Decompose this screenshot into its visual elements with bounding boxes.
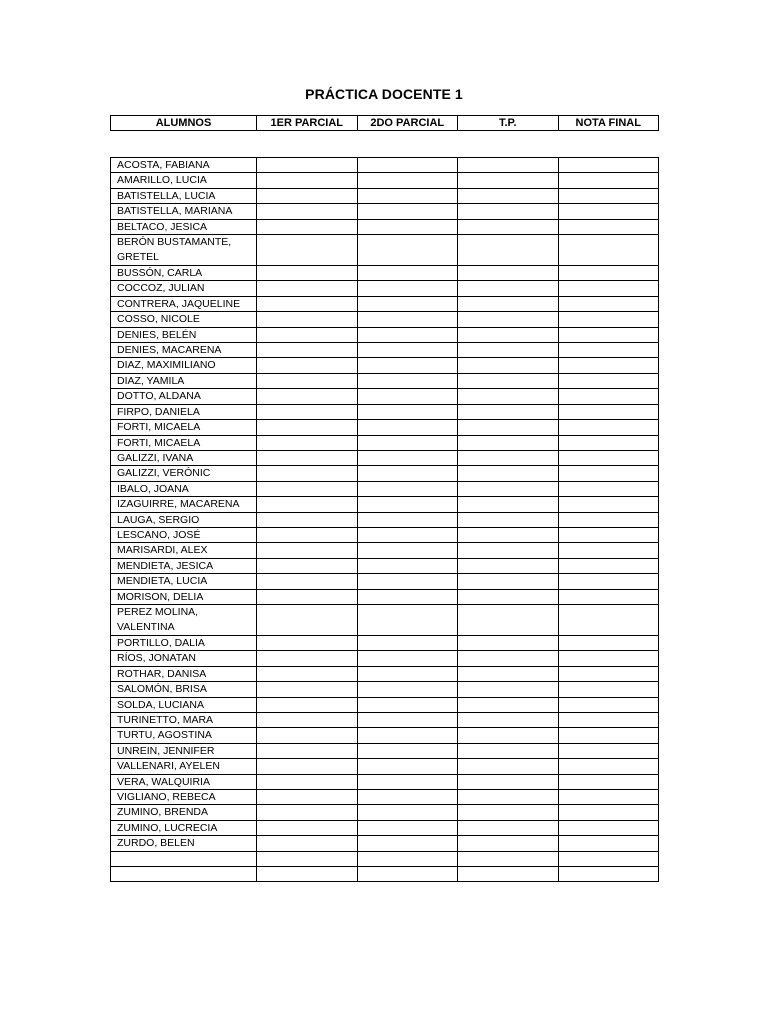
grade-tp-cell <box>458 466 559 481</box>
student-name-cell: FORTI, MICAELA <box>111 420 257 435</box>
grade-1er-parcial-cell <box>257 820 358 835</box>
student-name-cell: IZAGUIRRE, MACARENA <box>111 497 257 512</box>
student-name-cell: MENDIETA, JESICA <box>111 558 257 573</box>
student-row <box>111 851 659 866</box>
grade-nota-final-cell <box>558 574 659 589</box>
grade-2do-parcial-cell <box>357 527 458 542</box>
student-row <box>111 281 659 296</box>
grade-nota-final-cell <box>558 527 659 542</box>
grade-2do-parcial-cell <box>357 713 458 728</box>
grade-tp-cell <box>458 713 559 728</box>
student-name-cell <box>111 851 257 866</box>
grade-nota-final-cell <box>558 266 659 281</box>
grade-tp-cell <box>458 296 559 311</box>
student-name-cell: SOLDA, LUCIANA <box>111 697 257 712</box>
grade-nota-final-cell <box>558 173 659 188</box>
grade-tp-cell <box>458 574 559 589</box>
grade-2do-parcial-cell <box>357 774 458 789</box>
student-name-cell: COCCOZ, JULIAN <box>111 281 257 296</box>
grade-tp-cell <box>458 604 559 635</box>
grade-2do-parcial-cell <box>357 635 458 650</box>
student-name-cell: COSSO, NICOLE <box>111 312 257 327</box>
grade-tp-cell <box>458 327 559 342</box>
student-row <box>111 713 659 728</box>
student-name-cell: BATISTELLA, MARIANA <box>111 204 257 219</box>
grade-tp-cell <box>458 527 559 542</box>
student-name-cell: GALIZZI, IVANA <box>111 450 257 465</box>
grade-nota-final-cell <box>558 404 659 419</box>
grade-2do-parcial-cell <box>357 158 458 173</box>
grade-1er-parcial-cell <box>257 697 358 712</box>
grade-nota-final-cell <box>558 327 659 342</box>
student-name-cell: DIAZ, YAMILA <box>111 373 257 388</box>
grade-nota-final-cell <box>558 481 659 496</box>
grade-tp-cell <box>458 420 559 435</box>
grade-2do-parcial-cell <box>357 327 458 342</box>
grade-2do-parcial-cell <box>357 358 458 373</box>
grade-nota-final-cell <box>558 820 659 835</box>
header-2do-parcial: 2DO PARCIAL <box>357 116 458 131</box>
grade-tp-cell <box>458 836 559 851</box>
grade-nota-final-cell <box>558 774 659 789</box>
grade-1er-parcial-cell <box>257 651 358 666</box>
student-name-cell: MENDIETA, LUCIA <box>111 574 257 589</box>
grades-header-table <box>110 115 659 131</box>
student-name-cell: ZURDO, BELEN <box>111 836 257 851</box>
grade-tp-cell <box>458 682 559 697</box>
grade-2do-parcial-cell <box>357 266 458 281</box>
grade-tp-cell <box>458 173 559 188</box>
grade-1er-parcial-cell <box>257 404 358 419</box>
grade-tp-cell <box>458 635 559 650</box>
grade-nota-final-cell <box>558 836 659 851</box>
grade-1er-parcial-cell <box>257 527 358 542</box>
student-name-cell: IBALO, JOANA <box>111 481 257 496</box>
grade-1er-parcial-cell <box>257 204 358 219</box>
student-name-cell: TURINETTO, MARA <box>111 713 257 728</box>
grade-1er-parcial-cell <box>257 682 358 697</box>
student-name-cell: AMARILLO, LUCIA <box>111 173 257 188</box>
grade-2do-parcial-cell <box>357 820 458 835</box>
grade-tp-cell <box>458 774 559 789</box>
grade-1er-parcial-cell <box>257 435 358 450</box>
students-body <box>111 158 659 882</box>
grade-tp-cell <box>458 867 559 882</box>
student-row <box>111 358 659 373</box>
student-row <box>111 158 659 173</box>
grade-tp-cell <box>458 158 559 173</box>
students-grades-table <box>110 157 659 882</box>
student-row <box>111 512 659 527</box>
grade-tp-cell <box>458 851 559 866</box>
grade-1er-parcial-cell <box>257 481 358 496</box>
grade-2do-parcial-cell <box>357 235 458 266</box>
student-name-cell: VIGLIANO, REBECA <box>111 790 257 805</box>
grade-1er-parcial-cell <box>257 836 358 851</box>
grade-2do-parcial-cell <box>357 558 458 573</box>
student-row <box>111 635 659 650</box>
grade-tp-cell <box>458 373 559 388</box>
grade-2do-parcial-cell <box>357 759 458 774</box>
student-row <box>111 867 659 882</box>
grade-1er-parcial-cell <box>257 635 358 650</box>
grade-tp-cell <box>458 666 559 681</box>
grade-nota-final-cell <box>558 713 659 728</box>
grade-1er-parcial-cell <box>257 327 358 342</box>
grade-nota-final-cell <box>558 466 659 481</box>
grade-2do-parcial-cell <box>357 404 458 419</box>
student-name-cell: LESCANO, JOSÉ <box>111 527 257 542</box>
grade-nota-final-cell <box>558 219 659 234</box>
grade-nota-final-cell <box>558 743 659 758</box>
grade-nota-final-cell <box>558 281 659 296</box>
grade-nota-final-cell <box>558 358 659 373</box>
grade-tp-cell <box>458 543 559 558</box>
grade-nota-final-cell <box>558 450 659 465</box>
student-row <box>111 682 659 697</box>
grade-1er-parcial-cell <box>257 450 358 465</box>
student-name-cell: UNREIN, JENNIFER <box>111 743 257 758</box>
student-row <box>111 420 659 435</box>
grade-1er-parcial-cell <box>257 219 358 234</box>
grade-2do-parcial-cell <box>357 697 458 712</box>
student-name-cell: DOTTO, ALDANA <box>111 389 257 404</box>
student-row <box>111 466 659 481</box>
student-row <box>111 404 659 419</box>
student-row <box>111 820 659 835</box>
student-row <box>111 666 659 681</box>
student-row <box>111 235 659 266</box>
grade-2do-parcial-cell <box>357 604 458 635</box>
student-name-cell: LAUGA, SERGIO <box>111 512 257 527</box>
grade-1er-parcial-cell <box>257 173 358 188</box>
grade-1er-parcial-cell <box>257 543 358 558</box>
grade-nota-final-cell <box>558 158 659 173</box>
grade-2do-parcial-cell <box>357 312 458 327</box>
grade-1er-parcial-cell <box>257 728 358 743</box>
grade-2do-parcial-cell <box>357 173 458 188</box>
grade-tp-cell <box>458 743 559 758</box>
student-name-cell: PORTILLO, DALIA <box>111 635 257 650</box>
grade-1er-parcial-cell <box>257 790 358 805</box>
student-name-cell: VALLENARI, AYELEN <box>111 759 257 774</box>
grade-1er-parcial-cell <box>257 558 358 573</box>
student-name-cell: ROTHAR, DANISA <box>111 666 257 681</box>
grade-2do-parcial-cell <box>357 512 458 527</box>
grade-2do-parcial-cell <box>357 343 458 358</box>
student-name-cell: CONTRERA, JAQUELINE <box>111 296 257 311</box>
grade-tp-cell <box>458 790 559 805</box>
student-row <box>111 481 659 496</box>
grade-2do-parcial-cell <box>357 373 458 388</box>
grade-nota-final-cell <box>558 790 659 805</box>
student-name-cell: MORISON, DELIA <box>111 589 257 604</box>
grade-nota-final-cell <box>558 666 659 681</box>
grade-2do-parcial-cell <box>357 204 458 219</box>
student-row <box>111 327 659 342</box>
grade-tp-cell <box>458 235 559 266</box>
grade-2do-parcial-cell <box>357 790 458 805</box>
header-row <box>111 116 659 131</box>
grade-nota-final-cell <box>558 497 659 512</box>
student-name-cell: ZUMINO, LUCRECIA <box>111 820 257 835</box>
grade-2do-parcial-cell <box>357 466 458 481</box>
grade-2do-parcial-cell <box>357 651 458 666</box>
grade-tp-cell <box>458 219 559 234</box>
grade-1er-parcial-cell <box>257 312 358 327</box>
grade-1er-parcial-cell <box>257 466 358 481</box>
grade-tp-cell <box>458 204 559 219</box>
grade-1er-parcial-cell <box>257 266 358 281</box>
student-row <box>111 774 659 789</box>
student-row <box>111 266 659 281</box>
student-row <box>111 389 659 404</box>
grade-1er-parcial-cell <box>257 604 358 635</box>
grade-tp-cell <box>458 266 559 281</box>
student-name-cell: FIRPO, DANIELA <box>111 404 257 419</box>
student-name-cell: GALIZZI, VERÓNIC <box>111 466 257 481</box>
header-tp: T.P. <box>458 116 559 131</box>
grade-tp-cell <box>458 358 559 373</box>
student-row <box>111 543 659 558</box>
student-name-cell: BUSSÓN, CARLA <box>111 266 257 281</box>
grade-1er-parcial-cell <box>257 343 358 358</box>
grade-tp-cell <box>458 450 559 465</box>
student-row <box>111 312 659 327</box>
grade-2do-parcial-cell <box>357 420 458 435</box>
grade-1er-parcial-cell <box>257 759 358 774</box>
student-row <box>111 728 659 743</box>
grade-1er-parcial-cell <box>257 296 358 311</box>
grade-2do-parcial-cell <box>357 851 458 866</box>
grade-tp-cell <box>458 497 559 512</box>
grade-nota-final-cell <box>558 604 659 635</box>
grade-2do-parcial-cell <box>357 574 458 589</box>
student-row <box>111 343 659 358</box>
student-row <box>111 435 659 450</box>
grade-1er-parcial-cell <box>257 512 358 527</box>
grade-1er-parcial-cell <box>257 666 358 681</box>
student-row <box>111 790 659 805</box>
student-row <box>111 527 659 542</box>
student-name-cell: BATISTELLA, LUCIA <box>111 188 257 203</box>
grade-1er-parcial-cell <box>257 420 358 435</box>
student-row <box>111 589 659 604</box>
grade-2do-parcial-cell <box>357 450 458 465</box>
student-row <box>111 805 659 820</box>
grade-tp-cell <box>458 312 559 327</box>
grade-2do-parcial-cell <box>357 682 458 697</box>
grade-1er-parcial-cell <box>257 851 358 866</box>
grade-tp-cell <box>458 188 559 203</box>
grade-tp-cell <box>458 558 559 573</box>
grade-nota-final-cell <box>558 635 659 650</box>
grade-nota-final-cell <box>558 697 659 712</box>
grade-nota-final-cell <box>558 543 659 558</box>
grade-1er-parcial-cell <box>257 574 358 589</box>
student-name-cell: DENIES, BELÉN <box>111 327 257 342</box>
grade-tp-cell <box>458 404 559 419</box>
grade-2do-parcial-cell <box>357 219 458 234</box>
grade-2do-parcial-cell <box>357 589 458 604</box>
grade-nota-final-cell <box>558 805 659 820</box>
grade-tp-cell <box>458 589 559 604</box>
grade-nota-final-cell <box>558 512 659 527</box>
grade-2do-parcial-cell <box>357 543 458 558</box>
student-name-cell: ACOSTA, FABIANA <box>111 158 257 173</box>
student-row <box>111 651 659 666</box>
grade-2do-parcial-cell <box>357 728 458 743</box>
student-name-cell: TURTU, AGOSTINA <box>111 728 257 743</box>
grade-1er-parcial-cell <box>257 281 358 296</box>
grade-1er-parcial-cell <box>257 589 358 604</box>
grade-1er-parcial-cell <box>257 389 358 404</box>
student-row <box>111 759 659 774</box>
grade-2do-parcial-cell <box>357 743 458 758</box>
student-name-cell: ZUMINO, BRENDA <box>111 805 257 820</box>
grade-nota-final-cell <box>558 204 659 219</box>
grade-tp-cell <box>458 512 559 527</box>
grade-2do-parcial-cell <box>357 389 458 404</box>
grade-nota-final-cell <box>558 420 659 435</box>
grade-1er-parcial-cell <box>257 497 358 512</box>
grade-nota-final-cell <box>558 296 659 311</box>
grade-1er-parcial-cell <box>257 743 358 758</box>
grade-2do-parcial-cell <box>357 188 458 203</box>
grade-nota-final-cell <box>558 558 659 573</box>
grade-1er-parcial-cell <box>257 358 358 373</box>
grade-1er-parcial-cell <box>257 867 358 882</box>
student-name-cell: PEREZ MOLINA, VALENTINA <box>111 604 257 635</box>
grade-tp-cell <box>458 651 559 666</box>
student-row <box>111 173 659 188</box>
grade-2do-parcial-cell <box>357 481 458 496</box>
grade-nota-final-cell <box>558 728 659 743</box>
student-name-cell: VERA, WALQUIRIA <box>111 774 257 789</box>
grade-nota-final-cell <box>558 188 659 203</box>
grade-tp-cell <box>458 481 559 496</box>
student-name-cell: MARISARDI, ALEX <box>111 543 257 558</box>
student-row <box>111 204 659 219</box>
student-row <box>111 219 659 234</box>
student-name-cell: DENIES, MACARENA <box>111 343 257 358</box>
student-name-cell <box>111 867 257 882</box>
student-name-cell: RÍOS, JONATAN <box>111 651 257 666</box>
grade-2do-parcial-cell <box>357 666 458 681</box>
grade-2do-parcial-cell <box>357 296 458 311</box>
grade-tp-cell <box>458 728 559 743</box>
grade-nota-final-cell <box>558 373 659 388</box>
grade-tp-cell <box>458 435 559 450</box>
grade-nota-final-cell <box>558 682 659 697</box>
grade-tp-cell <box>458 820 559 835</box>
grade-1er-parcial-cell <box>257 373 358 388</box>
grade-2do-parcial-cell <box>357 281 458 296</box>
grade-tp-cell <box>458 343 559 358</box>
student-row <box>111 697 659 712</box>
student-row <box>111 296 659 311</box>
grade-2do-parcial-cell <box>357 836 458 851</box>
student-row <box>111 497 659 512</box>
grade-tp-cell <box>458 389 559 404</box>
student-row <box>111 373 659 388</box>
grade-2do-parcial-cell <box>357 435 458 450</box>
header-alumnos: ALUMNOS <box>111 116 257 131</box>
student-row <box>111 743 659 758</box>
grade-nota-final-cell <box>558 435 659 450</box>
student-name-cell: SALOMÓN, BRISA <box>111 682 257 697</box>
student-name-cell: DIAZ, MAXIMILIANO <box>111 358 257 373</box>
student-row <box>111 836 659 851</box>
grade-nota-final-cell <box>558 851 659 866</box>
grade-tp-cell <box>458 759 559 774</box>
grade-tp-cell <box>458 697 559 712</box>
grade-1er-parcial-cell <box>257 805 358 820</box>
grade-nota-final-cell <box>558 343 659 358</box>
grade-2do-parcial-cell <box>357 805 458 820</box>
student-name-cell: FORTI, MICAELA <box>111 435 257 450</box>
student-row <box>111 574 659 589</box>
grade-1er-parcial-cell <box>257 158 358 173</box>
grade-1er-parcial-cell <box>257 713 358 728</box>
grade-nota-final-cell <box>558 759 659 774</box>
student-row <box>111 188 659 203</box>
grade-tp-cell <box>458 281 559 296</box>
grade-1er-parcial-cell <box>257 188 358 203</box>
grade-nota-final-cell <box>558 867 659 882</box>
grade-1er-parcial-cell <box>257 235 358 266</box>
student-row <box>111 558 659 573</box>
student-name-cell: BERÓN BUSTAMANTE, GRETEL <box>111 235 257 266</box>
grade-2do-parcial-cell <box>357 867 458 882</box>
header-1er-parcial: 1ER PARCIAL <box>257 116 358 131</box>
header-nota-final: NOTA FINAL <box>558 116 659 131</box>
grade-1er-parcial-cell <box>257 774 358 789</box>
grade-nota-final-cell <box>558 589 659 604</box>
student-name-cell: BELTACO, JESICA <box>111 219 257 234</box>
grade-nota-final-cell <box>558 312 659 327</box>
grade-nota-final-cell <box>558 651 659 666</box>
student-row <box>111 604 659 635</box>
grade-nota-final-cell <box>558 235 659 266</box>
student-row <box>111 450 659 465</box>
page-title: PRÁCTICA DOCENTE 1 <box>305 86 463 102</box>
grade-nota-final-cell <box>558 389 659 404</box>
grade-tp-cell <box>458 805 559 820</box>
grade-2do-parcial-cell <box>357 497 458 512</box>
